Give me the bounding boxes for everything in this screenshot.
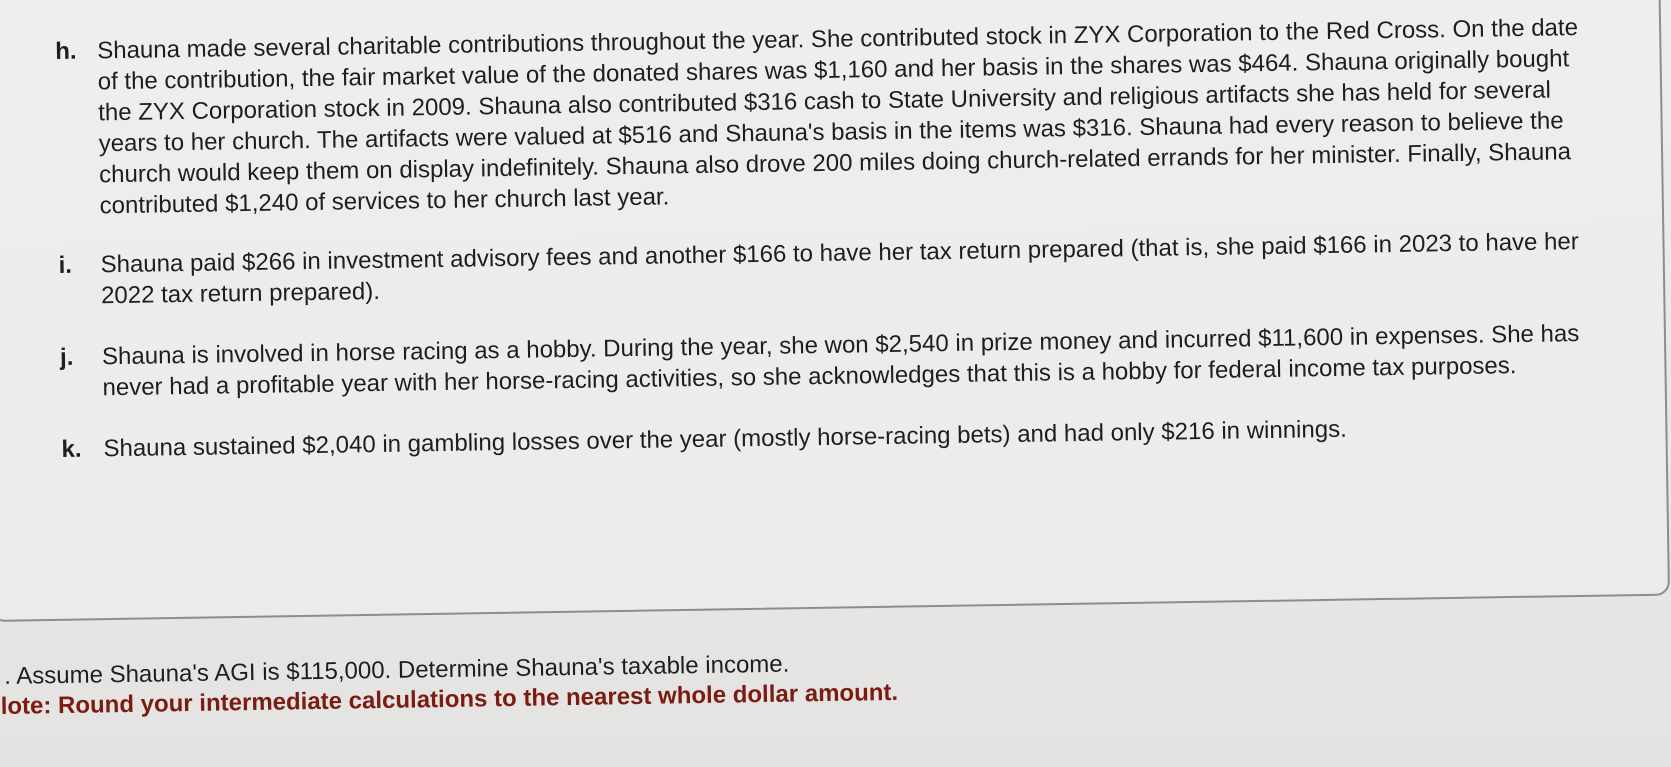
item-text: Shauna made several charitable contributions throughout the year. She contributed stock in ZYX Corporation to the Red Cross. On the date of the contribution, the fair market value of the donated shares was $1,160 and her basis in the shares was $464. Shauna originally bought the ZYX Corporation stock in 2009. Shauna also contributed $316 cash to State University and religious artifacts she has held for several years to her church. The artifacts were valued at $516 and Shauna's basis in the items was $316. Shauna had every reason to believe the church would keep them on display indefinitely. Shauna also drove 200 miles doing church-related errands for her minister. Finally, Shauna contributed $1,240 of services to her church last year. bbox=[97, 14, 1579, 220]
question-section bbox=[0, 645, 1101, 722]
question-prompt: . Assume Shauna's AGI is $115,000. Determine Shauna's taxable income. bbox=[4, 650, 790, 690]
item-letter: i. bbox=[58, 251, 73, 279]
rounding-note: lote: Round your intermediate calculations to the nearest whole dollar amount. bbox=[0, 678, 899, 720]
item-h bbox=[55, 12, 1590, 222]
item-i bbox=[58, 226, 1591, 312]
item-text: Shauna is involved in horse racing as a hobby. During the year, she won $2,540 in prize money and incurred $11,600 in expenses. She has never had a profitable year with her horse-racing activities, so she acknowledges that this is a hobby for federal income tax purposes. bbox=[101, 320, 1580, 402]
item-j bbox=[60, 318, 1593, 404]
item-letter: h. bbox=[55, 37, 77, 65]
item-text: Shauna paid $266 in investment advisory fees and another $166 to have her tax return prepared (that is, she paid $166 in 2023 to have her 2022 tax return prepared). bbox=[100, 228, 1579, 310]
item-text: Shauna sustained $2,040 in gambling losses over the year (mostly horse-racing bets) and had only $216 in winnings. bbox=[103, 415, 1347, 463]
problem-items bbox=[55, 12, 1592, 465]
item-letter: k. bbox=[61, 435, 82, 463]
item-letter: j. bbox=[59, 343, 74, 371]
